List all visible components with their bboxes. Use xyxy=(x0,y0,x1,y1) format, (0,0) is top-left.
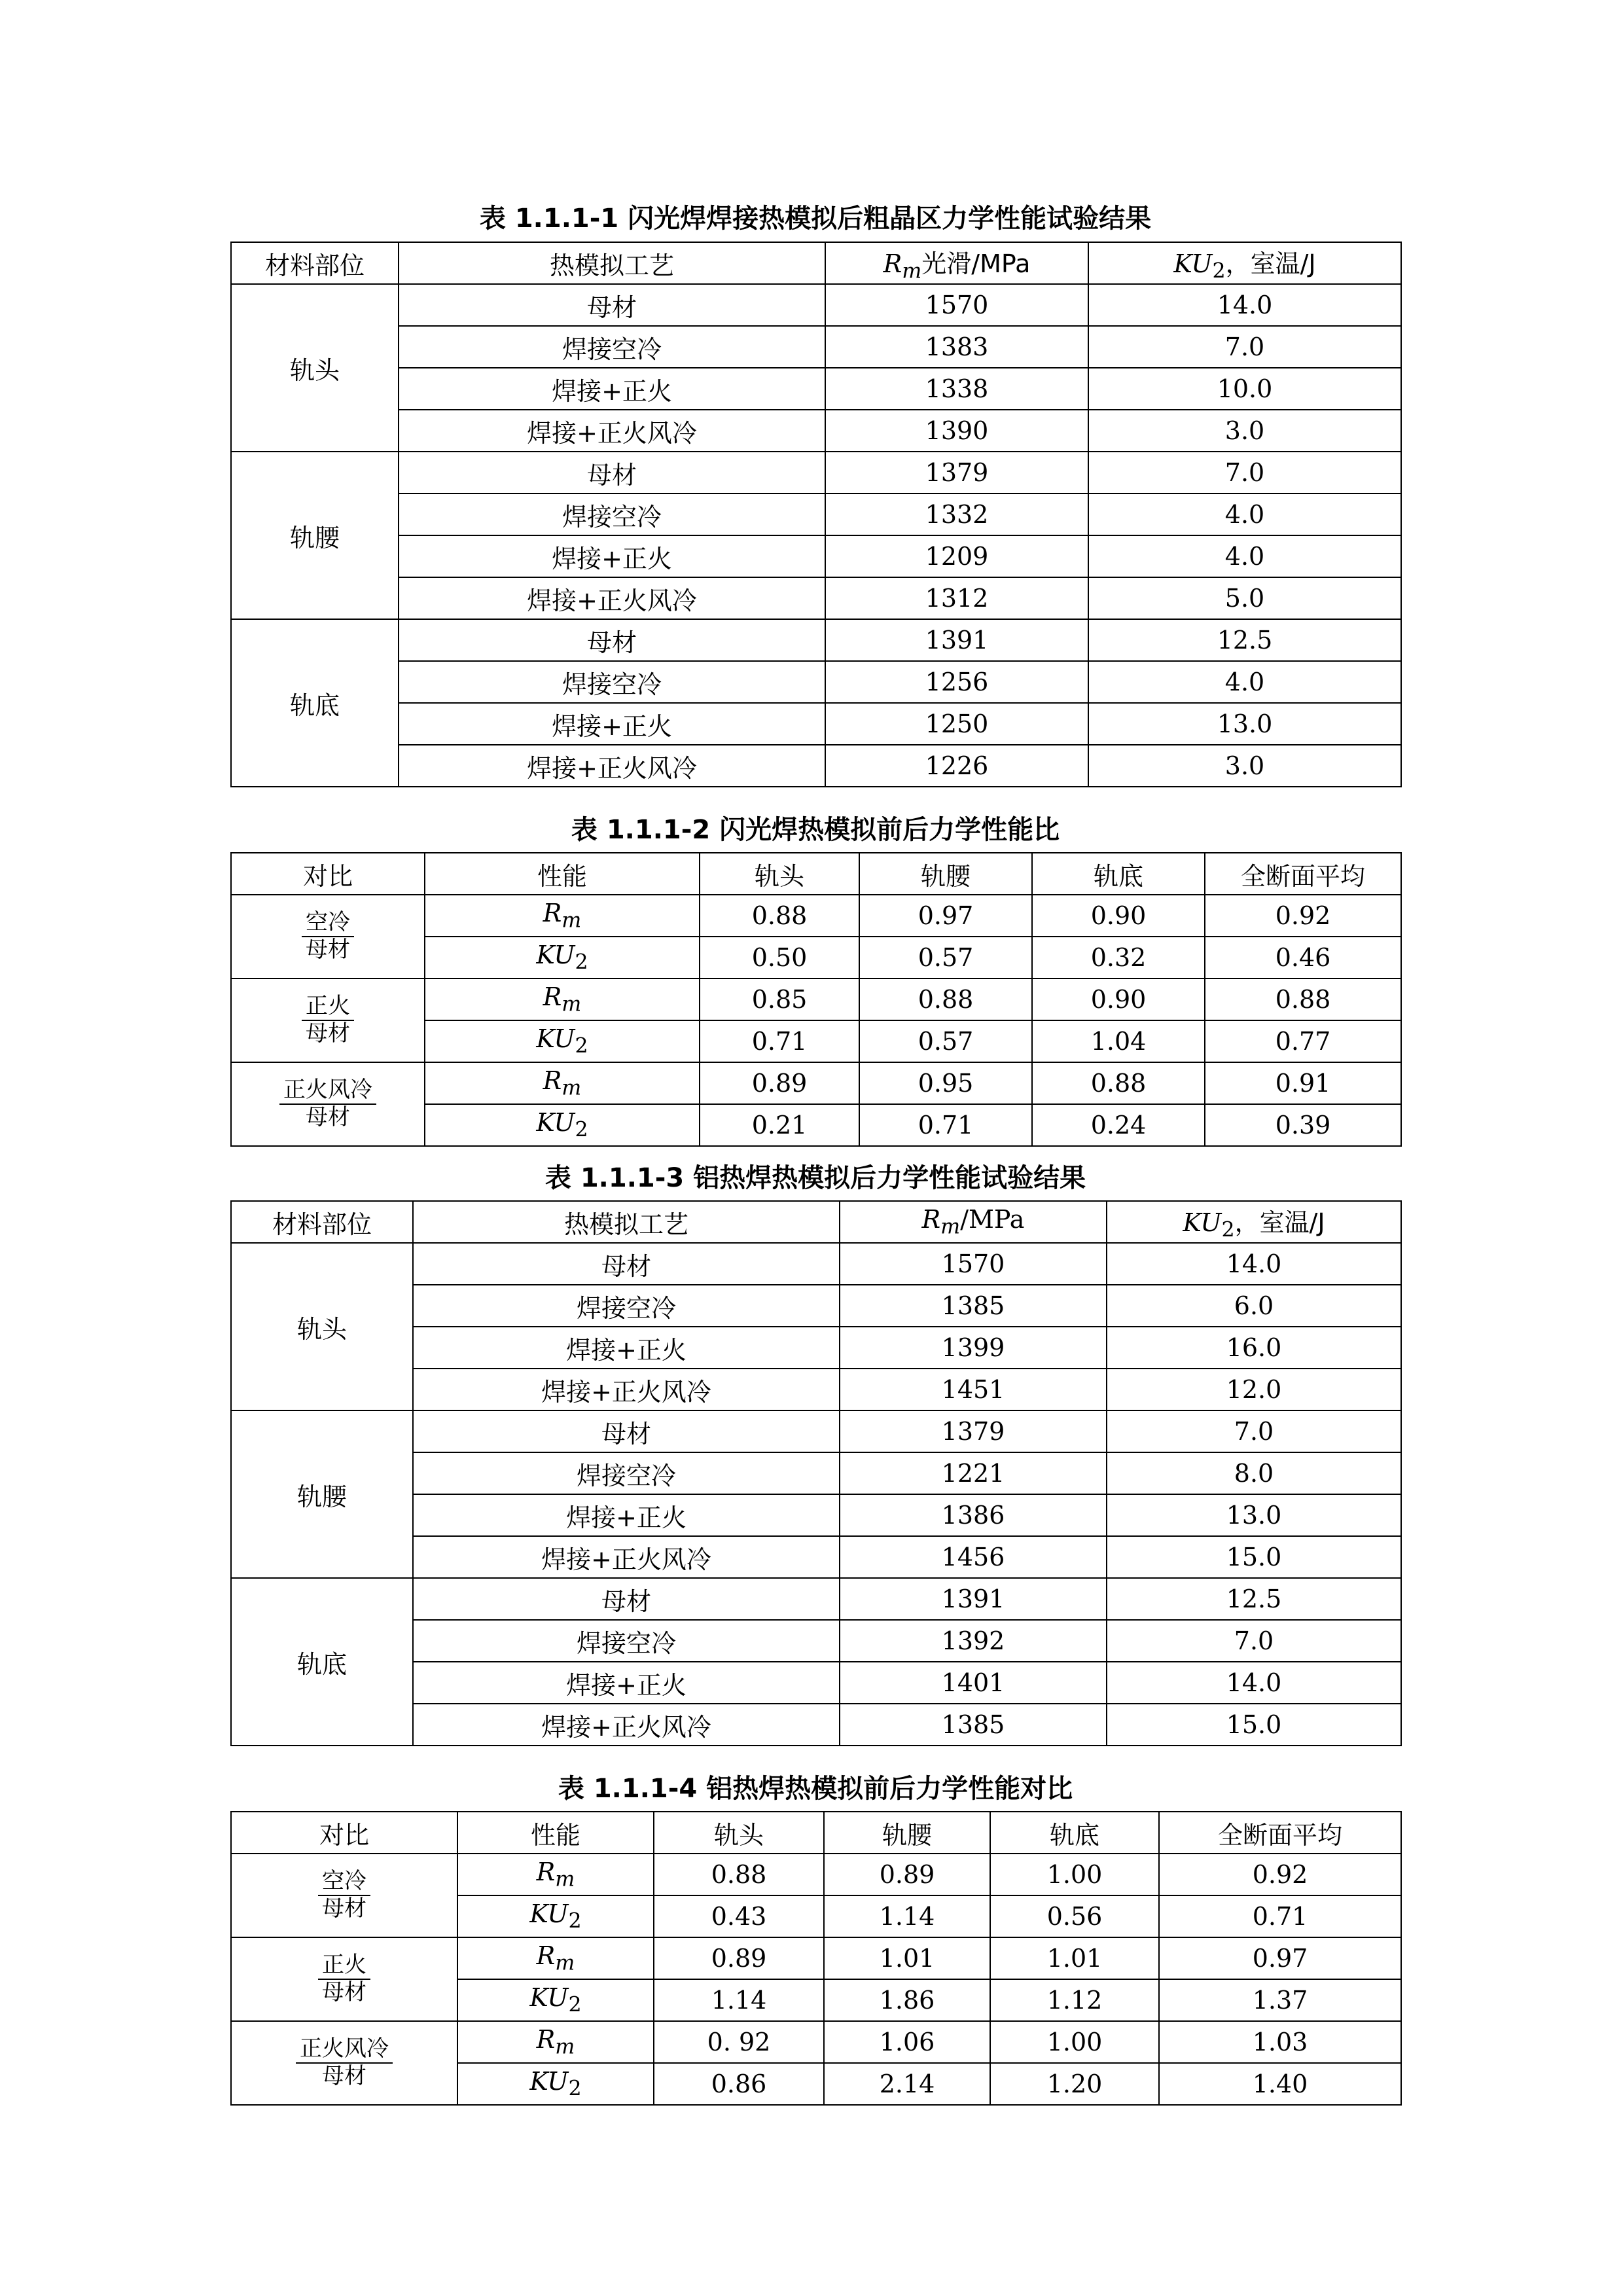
ku-cell: 7.0 xyxy=(1088,326,1401,368)
ratio-cell xyxy=(231,895,425,978)
part-cell: 轨底 xyxy=(231,619,399,787)
table-row xyxy=(231,535,1401,577)
rm-cell: 1385 xyxy=(840,1704,1107,1746)
rail-head-cell: 0. 92 xyxy=(654,2021,824,2063)
ku-cell: 12.0 xyxy=(1107,1369,1401,1410)
property-cell xyxy=(425,1062,700,1104)
table4-header-row xyxy=(231,1812,1401,1854)
header-head: 轨头 xyxy=(654,1812,824,1854)
property-symbol: KU xyxy=(536,1108,575,1138)
ku-cell: 12.5 xyxy=(1088,619,1401,661)
table2-caption: 表 1.1.1-2 闪光焊热模拟前后力学性能比 xyxy=(571,815,1060,845)
process-cell: 母材 xyxy=(399,284,825,326)
table-row xyxy=(231,619,1401,661)
rm-cell: 1338 xyxy=(825,368,1088,410)
ku-cell: 4.0 xyxy=(1088,661,1401,703)
table4 xyxy=(230,1811,1402,2106)
rail-base-cell: 0.32 xyxy=(1032,937,1205,978)
ratio-fraction xyxy=(296,2037,393,2088)
rm-cell: 1451 xyxy=(840,1369,1107,1410)
table-row xyxy=(231,1578,1401,1620)
ratio-denominator: 母材 xyxy=(322,1979,366,2005)
average-cell: 1.37 xyxy=(1159,1979,1401,2021)
rail-head-cell: 0.71 xyxy=(700,1020,859,1062)
process-cell: 焊接+正火风冷 xyxy=(413,1704,840,1746)
average-cell: 1.40 xyxy=(1159,2063,1401,2105)
header-avg: 全断面平均 xyxy=(1159,1812,1401,1854)
table4-block xyxy=(230,1811,1400,2106)
ku-cell: 13.0 xyxy=(1088,703,1401,745)
header-part: 材料部位 xyxy=(231,242,399,284)
table2-block xyxy=(230,852,1400,1147)
property-subscript: m xyxy=(562,992,582,1016)
rm-cell: 1209 xyxy=(825,535,1088,577)
process-cell: 焊接空冷 xyxy=(413,1452,840,1494)
rail-base-cell: 0.88 xyxy=(1032,1062,1205,1104)
header-base: 轨底 xyxy=(1032,853,1205,895)
table-row xyxy=(231,452,1401,493)
rm-cell: 1312 xyxy=(825,577,1088,619)
part-cell: 轨腰 xyxy=(231,452,399,619)
rail-base-cell: 0.90 xyxy=(1032,895,1205,937)
rail-web-cell: 0.57 xyxy=(859,937,1032,978)
property-cell xyxy=(425,895,700,937)
ku-cell: 8.0 xyxy=(1107,1452,1401,1494)
property-cell xyxy=(425,978,700,1020)
rail-base-cell: 1.04 xyxy=(1032,1020,1205,1062)
header-avg: 全断面平均 xyxy=(1205,853,1401,895)
header-process: 热模拟工艺 xyxy=(399,242,825,284)
rail-head-cell: 0.88 xyxy=(700,895,859,937)
ku-cell: 13.0 xyxy=(1107,1494,1401,1536)
rm-cell: 1385 xyxy=(840,1285,1107,1327)
table3-header-row xyxy=(231,1201,1401,1243)
ku-cell: 14.0 xyxy=(1107,1662,1401,1704)
property-subscript: 2 xyxy=(575,1034,588,1058)
process-cell: 焊接+正火风冷 xyxy=(399,410,825,452)
property-cell xyxy=(425,1020,700,1062)
header-prop: 性能 xyxy=(425,853,700,895)
process-cell: 焊接+正火 xyxy=(413,1662,840,1704)
rail-base-cell: 1.12 xyxy=(990,1979,1159,2021)
ratio-denominator: 母材 xyxy=(322,1895,366,1922)
property-subscript: 2 xyxy=(568,1909,582,1933)
average-cell: 0.71 xyxy=(1159,1895,1401,1937)
ratio-fraction xyxy=(302,995,354,1045)
average-cell: 0.46 xyxy=(1205,937,1401,978)
property-symbol: R xyxy=(543,1066,562,1096)
table-row xyxy=(231,745,1401,787)
table1 xyxy=(230,242,1402,787)
property-symbol: KU xyxy=(529,2067,569,2096)
header-ku: $KU_2$，室温/J xyxy=(1107,1201,1401,1243)
rail-head-cell: 1.14 xyxy=(654,1979,824,2021)
property-symbol: R xyxy=(536,1941,556,1971)
table3-block xyxy=(230,1200,1400,1746)
ratio-numerator: 正火 xyxy=(302,995,354,1021)
average-cell: 1.03 xyxy=(1159,2021,1401,2063)
process-cell: 焊接空冷 xyxy=(399,493,825,535)
ratio-numerator: 正火 xyxy=(318,1954,370,1980)
part-cell: 轨底 xyxy=(231,1578,413,1746)
rail-base-cell: 0.90 xyxy=(1032,978,1205,1020)
rail-web-cell: 2.14 xyxy=(824,2063,990,2105)
process-cell: 焊接+正火风冷 xyxy=(413,1536,840,1578)
table2-header-row xyxy=(231,853,1401,895)
header-ku: $KU_2$，室温/J xyxy=(1088,242,1401,284)
header-prop: 性能 xyxy=(457,1812,654,1854)
rail-head-cell: 0.89 xyxy=(700,1062,859,1104)
part-cell: 轨头 xyxy=(231,284,399,452)
ratio-cell xyxy=(231,978,425,1062)
part-cell: 轨头 xyxy=(231,1243,413,1410)
header-rm: $R_m$/MPa xyxy=(840,1201,1107,1243)
ratio-denominator: 母材 xyxy=(306,1104,350,1130)
property-cell xyxy=(457,2063,654,2105)
rail-base-cell: 1.00 xyxy=(990,1854,1159,1895)
table-row xyxy=(231,1854,1401,1895)
rail-web-cell: 0.89 xyxy=(824,1854,990,1895)
header-head: 轨头 xyxy=(700,853,859,895)
rail-web-cell: 0.57 xyxy=(859,1020,1032,1062)
table-row xyxy=(231,1410,1401,1452)
property-subscript: 2 xyxy=(568,2077,582,2101)
ku-cell: 5.0 xyxy=(1088,577,1401,619)
ratio-numerator: 空冷 xyxy=(318,1870,370,1896)
rm-cell: 1390 xyxy=(825,410,1088,452)
average-cell: 0.92 xyxy=(1159,1854,1401,1895)
table3-caption: 表 1.1.1-3 铝热焊热模拟后力学性能试验结果 xyxy=(544,1163,1086,1193)
rm-cell: 1456 xyxy=(840,1536,1107,1578)
ratio-cell xyxy=(231,1062,425,1146)
ratio-fraction xyxy=(279,1079,376,1129)
ratio-denominator: 母材 xyxy=(306,937,350,963)
table-row xyxy=(231,1937,1401,1979)
table-row xyxy=(231,368,1401,410)
ratio-cell xyxy=(231,2021,457,2105)
header-compare: 对比 xyxy=(231,1812,457,1854)
property-symbol: R xyxy=(536,2025,556,2054)
process-cell: 母材 xyxy=(399,452,825,493)
rail-base-cell: 0.24 xyxy=(1032,1104,1205,1146)
header-base: 轨底 xyxy=(990,1812,1159,1854)
rail-head-cell: 0.86 xyxy=(654,2063,824,2105)
rm-cell: 1401 xyxy=(840,1662,1107,1704)
rm-cell: 1221 xyxy=(840,1452,1107,1494)
part-cell: 轨腰 xyxy=(231,1410,413,1578)
table1-block xyxy=(230,242,1400,787)
property-cell xyxy=(457,1979,654,2021)
table3 xyxy=(230,1200,1402,1746)
rail-base-cell: 1.01 xyxy=(990,1937,1159,1979)
ratio-cell xyxy=(231,1937,457,2021)
property-subscript: m xyxy=(555,2035,575,2059)
table-row xyxy=(231,410,1401,452)
average-cell: 0.97 xyxy=(1159,1937,1401,1979)
table-row xyxy=(231,284,1401,326)
property-symbol: R xyxy=(543,899,562,928)
process-cell: 母材 xyxy=(413,1243,840,1285)
rm-cell: 1250 xyxy=(825,703,1088,745)
property-symbol: R xyxy=(536,1857,556,1887)
table-row xyxy=(231,703,1401,745)
rm-cell: 1392 xyxy=(840,1620,1107,1662)
ku-cell: 14.0 xyxy=(1088,284,1401,326)
average-cell: 0.77 xyxy=(1205,1020,1401,1062)
rm-cell: 1391 xyxy=(840,1578,1107,1620)
process-cell: 母材 xyxy=(399,619,825,661)
ku-cell: 15.0 xyxy=(1107,1536,1401,1578)
property-cell xyxy=(457,1895,654,1937)
ku-cell: 7.0 xyxy=(1088,452,1401,493)
header-process: 热模拟工艺 xyxy=(413,1201,840,1243)
ku-cell: 6.0 xyxy=(1107,1285,1401,1327)
rail-base-cell: 0.56 xyxy=(990,1895,1159,1937)
property-symbol: R xyxy=(543,982,562,1012)
table-row xyxy=(231,577,1401,619)
property-subscript: m xyxy=(562,1076,582,1100)
ku-cell: 4.0 xyxy=(1088,493,1401,535)
ku-cell: 12.5 xyxy=(1107,1578,1401,1620)
rail-web-cell: 0.97 xyxy=(859,895,1032,937)
ratio-fraction xyxy=(318,1870,370,1920)
rail-web-cell: 1.86 xyxy=(824,1979,990,2021)
rail-web-cell: 1.14 xyxy=(824,1895,990,1937)
table-row xyxy=(231,1243,1401,1285)
rm-cell: 1379 xyxy=(840,1410,1107,1452)
table-row xyxy=(231,661,1401,703)
rm-cell: 1570 xyxy=(825,284,1088,326)
ratio-cell xyxy=(231,1854,457,1937)
header-web: 轨腰 xyxy=(859,853,1032,895)
ratio-numerator: 正火风冷 xyxy=(296,2037,393,2064)
process-cell: 焊接空冷 xyxy=(399,661,825,703)
table-row xyxy=(231,493,1401,535)
property-symbol: KU xyxy=(529,1899,569,1929)
rail-base-cell: 1.20 xyxy=(990,2063,1159,2105)
ku-cell: 3.0 xyxy=(1088,410,1401,452)
process-cell: 焊接+正火风冷 xyxy=(399,745,825,787)
property-subscript: 2 xyxy=(575,950,588,975)
rm-cell: 1256 xyxy=(825,661,1088,703)
ku-cell: 16.0 xyxy=(1107,1327,1401,1369)
rail-head-cell: 0.89 xyxy=(654,1937,824,1979)
rail-web-cell: 0.95 xyxy=(859,1062,1032,1104)
header-part: 材料部位 xyxy=(231,1201,413,1243)
property-cell xyxy=(457,2021,654,2063)
header-web: 轨腰 xyxy=(824,1812,990,1854)
rail-head-cell: 0.21 xyxy=(700,1104,859,1146)
rail-base-cell: 1.00 xyxy=(990,2021,1159,2063)
process-cell: 焊接+正火 xyxy=(399,703,825,745)
property-cell xyxy=(425,1104,700,1146)
table-row xyxy=(231,326,1401,368)
header-compare: 对比 xyxy=(231,853,425,895)
rail-head-cell: 0.43 xyxy=(654,1895,824,1937)
table1-caption: 表 1.1.1-1 闪光焊焊接热模拟后粗晶区力学性能试验结果 xyxy=(479,204,1152,234)
property-cell xyxy=(425,937,700,978)
average-cell: 0.91 xyxy=(1205,1062,1401,1104)
property-symbol: KU xyxy=(536,1024,575,1054)
rm-cell: 1332 xyxy=(825,493,1088,535)
ku-cell: 7.0 xyxy=(1107,1620,1401,1662)
ku-cell: 14.0 xyxy=(1107,1243,1401,1285)
ratio-denominator: 母材 xyxy=(322,2063,366,2089)
table1-header-row xyxy=(231,242,1401,284)
property-cell xyxy=(457,1854,654,1895)
rm-cell: 1399 xyxy=(840,1327,1107,1369)
process-cell: 焊接+正火 xyxy=(399,368,825,410)
rail-web-cell: 1.06 xyxy=(824,2021,990,2063)
ku-cell: 7.0 xyxy=(1107,1410,1401,1452)
property-subscript: 2 xyxy=(568,1993,582,2017)
ratio-numerator: 空冷 xyxy=(302,911,354,937)
process-cell: 焊接+正火风冷 xyxy=(399,577,825,619)
rm-cell: 1226 xyxy=(825,745,1088,787)
table-row xyxy=(231,895,1401,937)
property-symbol: KU xyxy=(536,941,575,970)
property-cell xyxy=(457,1937,654,1979)
rail-head-cell: 0.50 xyxy=(700,937,859,978)
rail-web-cell: 1.01 xyxy=(824,1937,990,1979)
process-cell: 焊接+正火 xyxy=(413,1327,840,1369)
rail-web-cell: 0.88 xyxy=(859,978,1032,1020)
ratio-numerator: 正火风冷 xyxy=(279,1079,376,1105)
process-cell: 焊接+正火 xyxy=(399,535,825,577)
header-rm: $R_m$光滑/MPa xyxy=(825,242,1088,284)
process-cell: 焊接空冷 xyxy=(413,1620,840,1662)
table-row xyxy=(231,2021,1401,2063)
ku-cell: 4.0 xyxy=(1088,535,1401,577)
property-symbol: KU xyxy=(529,1983,569,2013)
process-cell: 焊接+正火风冷 xyxy=(413,1369,840,1410)
rm-cell: 1379 xyxy=(825,452,1088,493)
table4-caption: 表 1.1.1-4 铝热焊热模拟前后力学性能对比 xyxy=(558,1774,1073,1804)
process-cell: 母材 xyxy=(413,1410,840,1452)
process-cell: 母材 xyxy=(413,1578,840,1620)
rail-web-cell: 0.71 xyxy=(859,1104,1032,1146)
table-row xyxy=(231,1062,1401,1104)
process-cell: 焊接空冷 xyxy=(399,326,825,368)
ku-cell: 10.0 xyxy=(1088,368,1401,410)
property-subscript: m xyxy=(562,908,582,933)
ku-cell: 3.0 xyxy=(1088,745,1401,787)
rm-cell: 1570 xyxy=(840,1243,1107,1285)
ratio-fraction xyxy=(302,911,354,961)
property-subscript: m xyxy=(555,1951,575,1975)
ratio-fraction xyxy=(318,1954,370,2004)
ratio-denominator: 母材 xyxy=(306,1020,350,1047)
rm-cell: 1391 xyxy=(825,619,1088,661)
rail-head-cell: 0.85 xyxy=(700,978,859,1020)
average-cell: 0.88 xyxy=(1205,978,1401,1020)
average-cell: 0.39 xyxy=(1205,1104,1401,1146)
process-cell: 焊接空冷 xyxy=(413,1285,840,1327)
rm-cell: 1386 xyxy=(840,1494,1107,1536)
average-cell: 0.92 xyxy=(1205,895,1401,937)
table-row xyxy=(231,978,1401,1020)
rail-head-cell: 0.88 xyxy=(654,1854,824,1895)
table2 xyxy=(230,852,1402,1147)
property-subscript: m xyxy=(555,1867,575,1892)
rm-cell: 1383 xyxy=(825,326,1088,368)
property-subscript: 2 xyxy=(575,1118,588,1142)
ku-cell: 15.0 xyxy=(1107,1704,1401,1746)
process-cell: 焊接+正火 xyxy=(413,1494,840,1536)
